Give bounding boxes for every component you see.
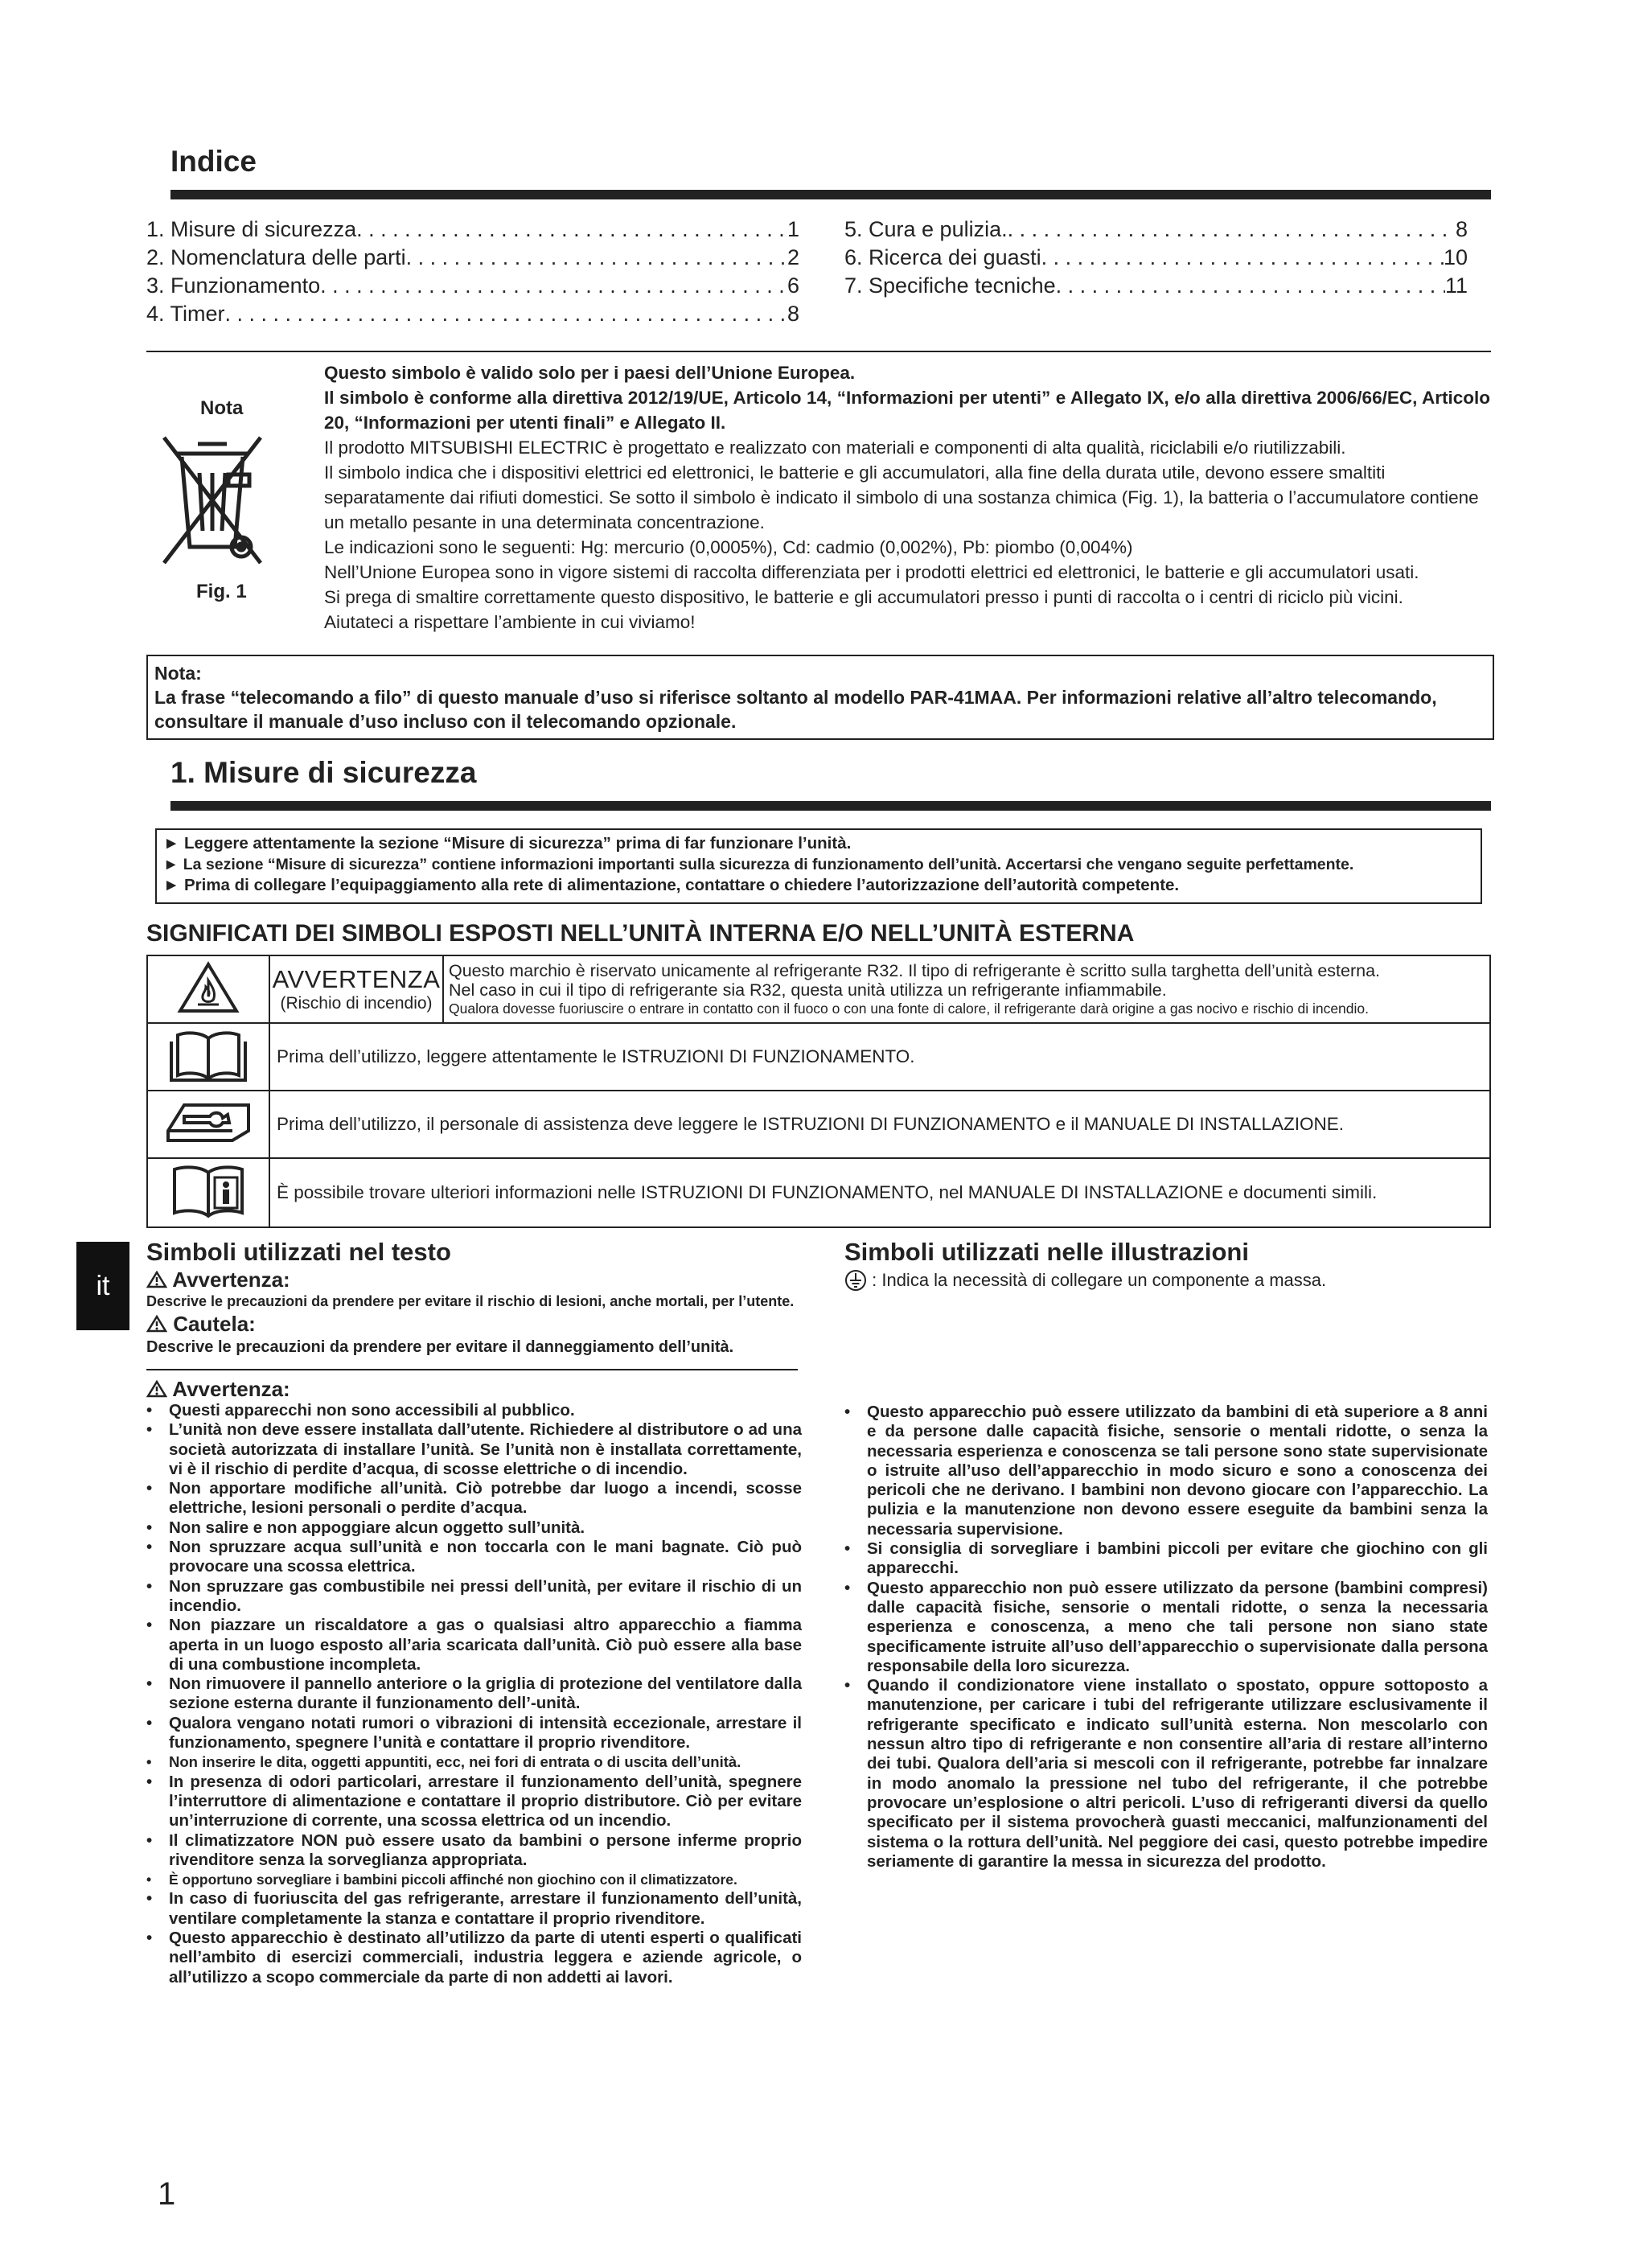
symbols-table (146, 955, 1491, 1228)
warnings-left (146, 1377, 802, 1987)
warning-item: • Il climatizzatore NON può essere usato da bambini o persone inferme proprio rivenditore senza la sorveglianza appropriata. (146, 1831, 802, 1871)
warning-title: Avvertenza: (172, 1268, 290, 1292)
warning-item: • Questo apparecchio può essere utilizzato da bambini di età superiore a 8 anni e da persone dalle capacità fisiche, sensorie o mentali ridotte, o senza la necessaria esperienza e conoscenza se tali persone sono state supervisionate o istruite all’uso dell’apparecchio in modo sicuro e sono a conoscenza dei pericoli che ne derivano. I bambini non devono giocare con l’apparecchio. La pulizia e la manutenzione non devono essere eseguite da bambini senza la necessaria supervisione. (844, 1403, 1488, 1539)
caution-title: Cautela: (173, 1312, 256, 1336)
symbol-text-cell (269, 1158, 1490, 1227)
crossed-bin-icon (158, 426, 267, 571)
text-symbols-title: Simboli utilizzati nel testo (146, 1238, 451, 1266)
warning-item: • Non spruzzare gas combustibile nei pressi dell’unità, per evitare il rischio di un incendio. (146, 1577, 802, 1617)
illus-symbols-section (844, 1237, 1488, 1293)
warnings-title: Avvertenza: (172, 1377, 290, 1401)
weee-para: Il prodotto MITSUBISHI ELECTRIC è progettato e realizzato con materiali e componenti di alta qualità, riciclabili e/o riutilizzabili. (324, 438, 1346, 458)
divider (146, 1369, 798, 1370)
language-tab-label: it (96, 1270, 110, 1301)
warning-sublabel: (Rischio di incendio) (280, 994, 433, 1013)
weee-bold-1: Questo simbolo è valido solo per i paesi dell’Unione Europea. (324, 363, 856, 383)
weee-text (324, 360, 1490, 635)
warning-triangle-icon (146, 1380, 167, 1398)
symbol-cell (147, 1023, 269, 1091)
warning-item: • Si consiglia di sorvegliare i bambini piccoli per evitare che giochino con gli apparecchi. (844, 1539, 1488, 1579)
text-symbols-section (146, 1237, 806, 1358)
warning-triangle-icon (146, 1271, 167, 1288)
toc-left (146, 216, 799, 328)
flammable-warning-icon (177, 961, 240, 1014)
ground-icon (844, 1269, 867, 1292)
warning-desc: Descrive le precauzioni da prendere per evitare il rischio di lesioni, anche mortali, per l’utente. (146, 1293, 795, 1309)
ground-row (844, 1268, 1488, 1293)
warning-item: • Non spruzzare acqua sull’unità e non toccarla con le mani bagnate. Ciò può provocare una scossa elettrica. (146, 1538, 802, 1577)
weee-para: Le indicazioni sono le seguenti: Hg: mercurio (0,0005%), Cd: cadmio (0,002%), Pb: piombo (0,004%) (324, 537, 1133, 557)
remote-note-text: La frase “telecomando a filo” di questo manuale d’uso si riferisce soltanto al modello PAR-41MAA. Per informazioni relative all’altro telecomando, consultare il manuale d’uso incluso con il telecomando opzionale. (154, 687, 1437, 732)
warning-item: • Non rimuovere il pannello anteriore o la griglia di protezione del ventilatore dalla sezione esterna durante il funzionamento dell’-unità. (146, 1674, 802, 1714)
warning-item: • Questo apparecchio è destinato all’utilizzo da parte di utenti esperti o qualificati nell’ambito di esercizi commerciali, industria leggera e aziende agricole, o all’utilizzo a scopo commerciale da parte di non addetti ai lavori. (146, 1929, 802, 1987)
symbol-desc: Prima dell’utilizzo, il personale di assistenza deve leggere le ISTRUZIONI DI FUNZIONAMENTO e il MANUALE DI INSTALLAZIONE. (277, 1114, 1345, 1134)
warning-text: Questo marchio è riservato unicamente al refrigerante R32. Il tipo di refrigerante è scritto sulla targhetta dell’unità esterna. (449, 961, 1381, 980)
symbol-text-cell (269, 1023, 1490, 1091)
toc-item[interactable]: 2. Nomenclatura delle parti . . . 2 (146, 244, 799, 272)
toc-item[interactable]: 7. Specifiche tecniche . . . 11 (844, 272, 1468, 300)
index-rule (170, 190, 1491, 199)
symbol-desc: È possibile trovare ulteriori informazioni nelle ISTRUZIONI DI FUNZIONAMENTO, nel MANUALE DI INSTALLAZIONE e documenti simili. (277, 1182, 1378, 1202)
warning-text: Qualora dovesse fuoriuscire o entrare in contatto con il fuoco o con una fonte di calore, il refrigerante darà origine a gas nocivo e rischio di incendio. (449, 1000, 1369, 1017)
warning-item: • Qualora vengano notati rumori o vibrazioni di intensità eccezionale, arrestare il funzionamento, spegnere l’unità e contattare il proprio rivenditore. (146, 1714, 802, 1753)
warning-item: • Questo apparecchio non può essere utilizzato da persone (bambini compresi) dalle capacità fisiche, sensorie o mentali ridotte, o senza la necessaria esperienza e conoscenza, a meno che tali persone non siano state specificamente istruite all’uso dell’apparecchio o supervisionate dalla persona responsabile della loro sicurezza. (844, 1579, 1488, 1676)
safety-bullet: ► Prima di collegare l’equipaggiamento alla rete di alimentazione, contattare o chiedere l’autorizzazione dell’autorità competente. (163, 876, 1180, 894)
symbol-text-cell (269, 1091, 1490, 1158)
weee-nota-label: Nota (200, 397, 244, 419)
warning-item: • Questi apparecchi non sono accessibili al pubblico. (146, 1401, 802, 1420)
warning-text: Nel caso in cui il tipo di refrigerante sia R32, questa unità utilizza un refrigerante infiammabile. (449, 980, 1167, 1000)
warning-item: • In caso di fuoriuscita del gas refrigerante, arrestare il funzionamento dell’unità, ventilare completamente la stanza e contattare il proprio rivenditore. (146, 1889, 802, 1929)
warning-item: • Non salire e non appoggiare alcun oggetto sull’unità. (146, 1518, 802, 1538)
warning-label: AVVERTENZA (272, 965, 441, 993)
divider (146, 351, 1491, 352)
info-book-icon (168, 1163, 248, 1219)
safety-title: 1. Misure di sicurezza (170, 756, 477, 789)
warning-heading (146, 1268, 806, 1292)
toc-right (844, 216, 1468, 300)
warning-item: • Non apportare modifiche all’unità. Ciò potrebbe dar luogo a incendi, scosse elettriche, lesioni personali o perdite d’acqua. (146, 1479, 802, 1518)
warnings-right (844, 1403, 1488, 1872)
remote-note-title: Nota: (154, 663, 202, 684)
illus-symbols-title: Simboli utilizzati nelle illustrazioni (844, 1238, 1249, 1266)
warning-label-cell (269, 955, 443, 1023)
safety-bullet: ► La sezione “Misure di sicurezza” contiene informazioni importanti sulla sicurezza di funzionamento dell’unità. Accertarsi che vengano seguite perfettamente. (163, 856, 1354, 873)
toc-item[interactable]: 4. Timer . . . 8 (146, 300, 799, 328)
page-number: 1 (158, 2176, 176, 2212)
safety-bullet: ► Leggere attentamente la sezione “Misure di sicurezza” prima di far funzionare l’unità. (163, 834, 852, 853)
weee-para: Aiutateci a rispettare l’ambiente in cui viviamo! (324, 612, 696, 632)
warning-text-cell (443, 955, 1490, 1023)
toc-item[interactable]: 3. Funzionamento . . . 6 (146, 272, 799, 300)
warnings-heading (146, 1377, 802, 1401)
safety-rule (170, 801, 1491, 811)
symbol-cell (147, 955, 269, 1023)
language-tab[interactable] (76, 1242, 129, 1330)
warning-item: • Non inserire le dita, oggetti appuntiti, ecc, nei fori di entrata o di uscita dell’unità. (146, 1752, 802, 1772)
caution-heading (146, 1311, 806, 1337)
warning-item: • È opportuno sorvegliare i bambini piccoli affinché non giochino con il climatizzatore. (146, 1870, 802, 1889)
symbol-cell (147, 1091, 269, 1158)
toc-item[interactable]: 1. Misure di sicurezza . . . 1 (146, 216, 799, 244)
manual-book-icon (168, 1027, 248, 1083)
index-title: Indice (170, 145, 257, 178)
symbol-desc: Prima dell’utilizzo, leggere attentamente le ISTRUZIONI DI FUNZIONAMENTO. (277, 1046, 915, 1066)
toc-item[interactable]: 5. Cura e pulizia. . . . 8 (844, 216, 1468, 244)
safety-intro-box (155, 828, 1482, 904)
toc-item[interactable]: 6. Ricerca dei guasti . . . 10 (844, 244, 1468, 272)
symbol-cell (147, 1158, 269, 1227)
weee-para: Il simbolo indica che i dispositivi elettrici ed elettronici, le batterie e gli accumulatori, alla fine della durata utile, devono essere smaltiti separatamente dai rifiuti domestici. Se sotto il simbolo è indicato il simbolo di una sostanza chimica (Fig. 1), la batteria o l’accumulatore contiene un metallo pesante in una determinata concentrazione. (324, 462, 1479, 532)
caution-triangle-icon (146, 1315, 167, 1333)
weee-fig-label: Fig. 1 (196, 581, 247, 602)
service-manual-icon (160, 1099, 257, 1147)
symbols-table-title: SIGNIFICATI DEI SIMBOLI ESPOSTI NELL’UNITÀ INTERNA E/O NELL’UNITÀ ESTERNA (146, 920, 1135, 947)
warning-item: • Quando il condizionatore viene installato o spostato, oppure sottoposto a manutenzione, per caricare i tubi del refrigerante utilizzare esclusivamente il refrigerante specificato e indicato sull’unità esterna. Non mescolarlo con nessun altro tipo di refrigerante e non consentire all’aria di restare all’interno dei tubi. Qualora dell’aria si mescoli con il refrigerante, potrebbe far innalzare in modo anomalo la pressione nel tubo del refrigerante, il che potrebbe provocare un’esplosione o altri pericoli. L’uso di refrigeranti diversi da quello specificato per il sistema provocherà guasti meccanici, malfunzionamenti del sistema o la rottura dell’unità. Nel peggiore dei casi, questo potrebbe impedire seriamente di garantire la messa in sicurezza del prodotto. (844, 1676, 1488, 1872)
warning-item: • L’unità non deve essere installata dall’utente. Richiedere al distributore o ad una società autorizzata di installare l’unità. Se l’unità non è installata correttamente, vi è il rischio di perdite d’acqua, di scosse elettriche o di incendio. (146, 1420, 802, 1479)
caution-desc: Descrive le precauzioni da prendere per evitare il danneggiamento dell’unità. (146, 1338, 734, 1356)
weee-para: Si prega di smaltire correttamente questo dispositivo, le batterie e gli accumulatori presso i punti di raccolta o i centri di riciclo più vicini. (324, 587, 1403, 607)
remote-note-box (146, 655, 1494, 740)
warning-item: • Non piazzare un riscaldatore a gas o qualsiasi altro apparecchio a fiamma aperta in un luogo esposto all’aria scaricata dall’unità. Ciò può essere alla base di una combustione incompleta. (146, 1616, 802, 1674)
weee-bold-2: Il simbolo è conforme alla direttiva 2012/19/UE, Articolo 14, “Informazioni per utenti” e Allegato IX, e/o alla direttiva 2006/66/EC, Articolo 20, “Informazioni per utenti finali” e Allegato II. (324, 388, 1490, 433)
weee-para: Nell’Unione Europea sono in vigore sistemi di raccolta differenziata per i prodotti elettrici ed elettronici, le batterie e gli accumulatori usati. (324, 562, 1419, 582)
ground-text: : Indica la necessità di collegare un componente a massa. (872, 1270, 1327, 1290)
warning-item: • In presenza di odori particolari, arrestare il funzionamento dell’unità, spegnere l’interruttore di alimentazione e contattare il proprio distributore. Ciò per evitare un’interruzione di corrente, una scossa elettrica od un incendio. (146, 1773, 802, 1831)
